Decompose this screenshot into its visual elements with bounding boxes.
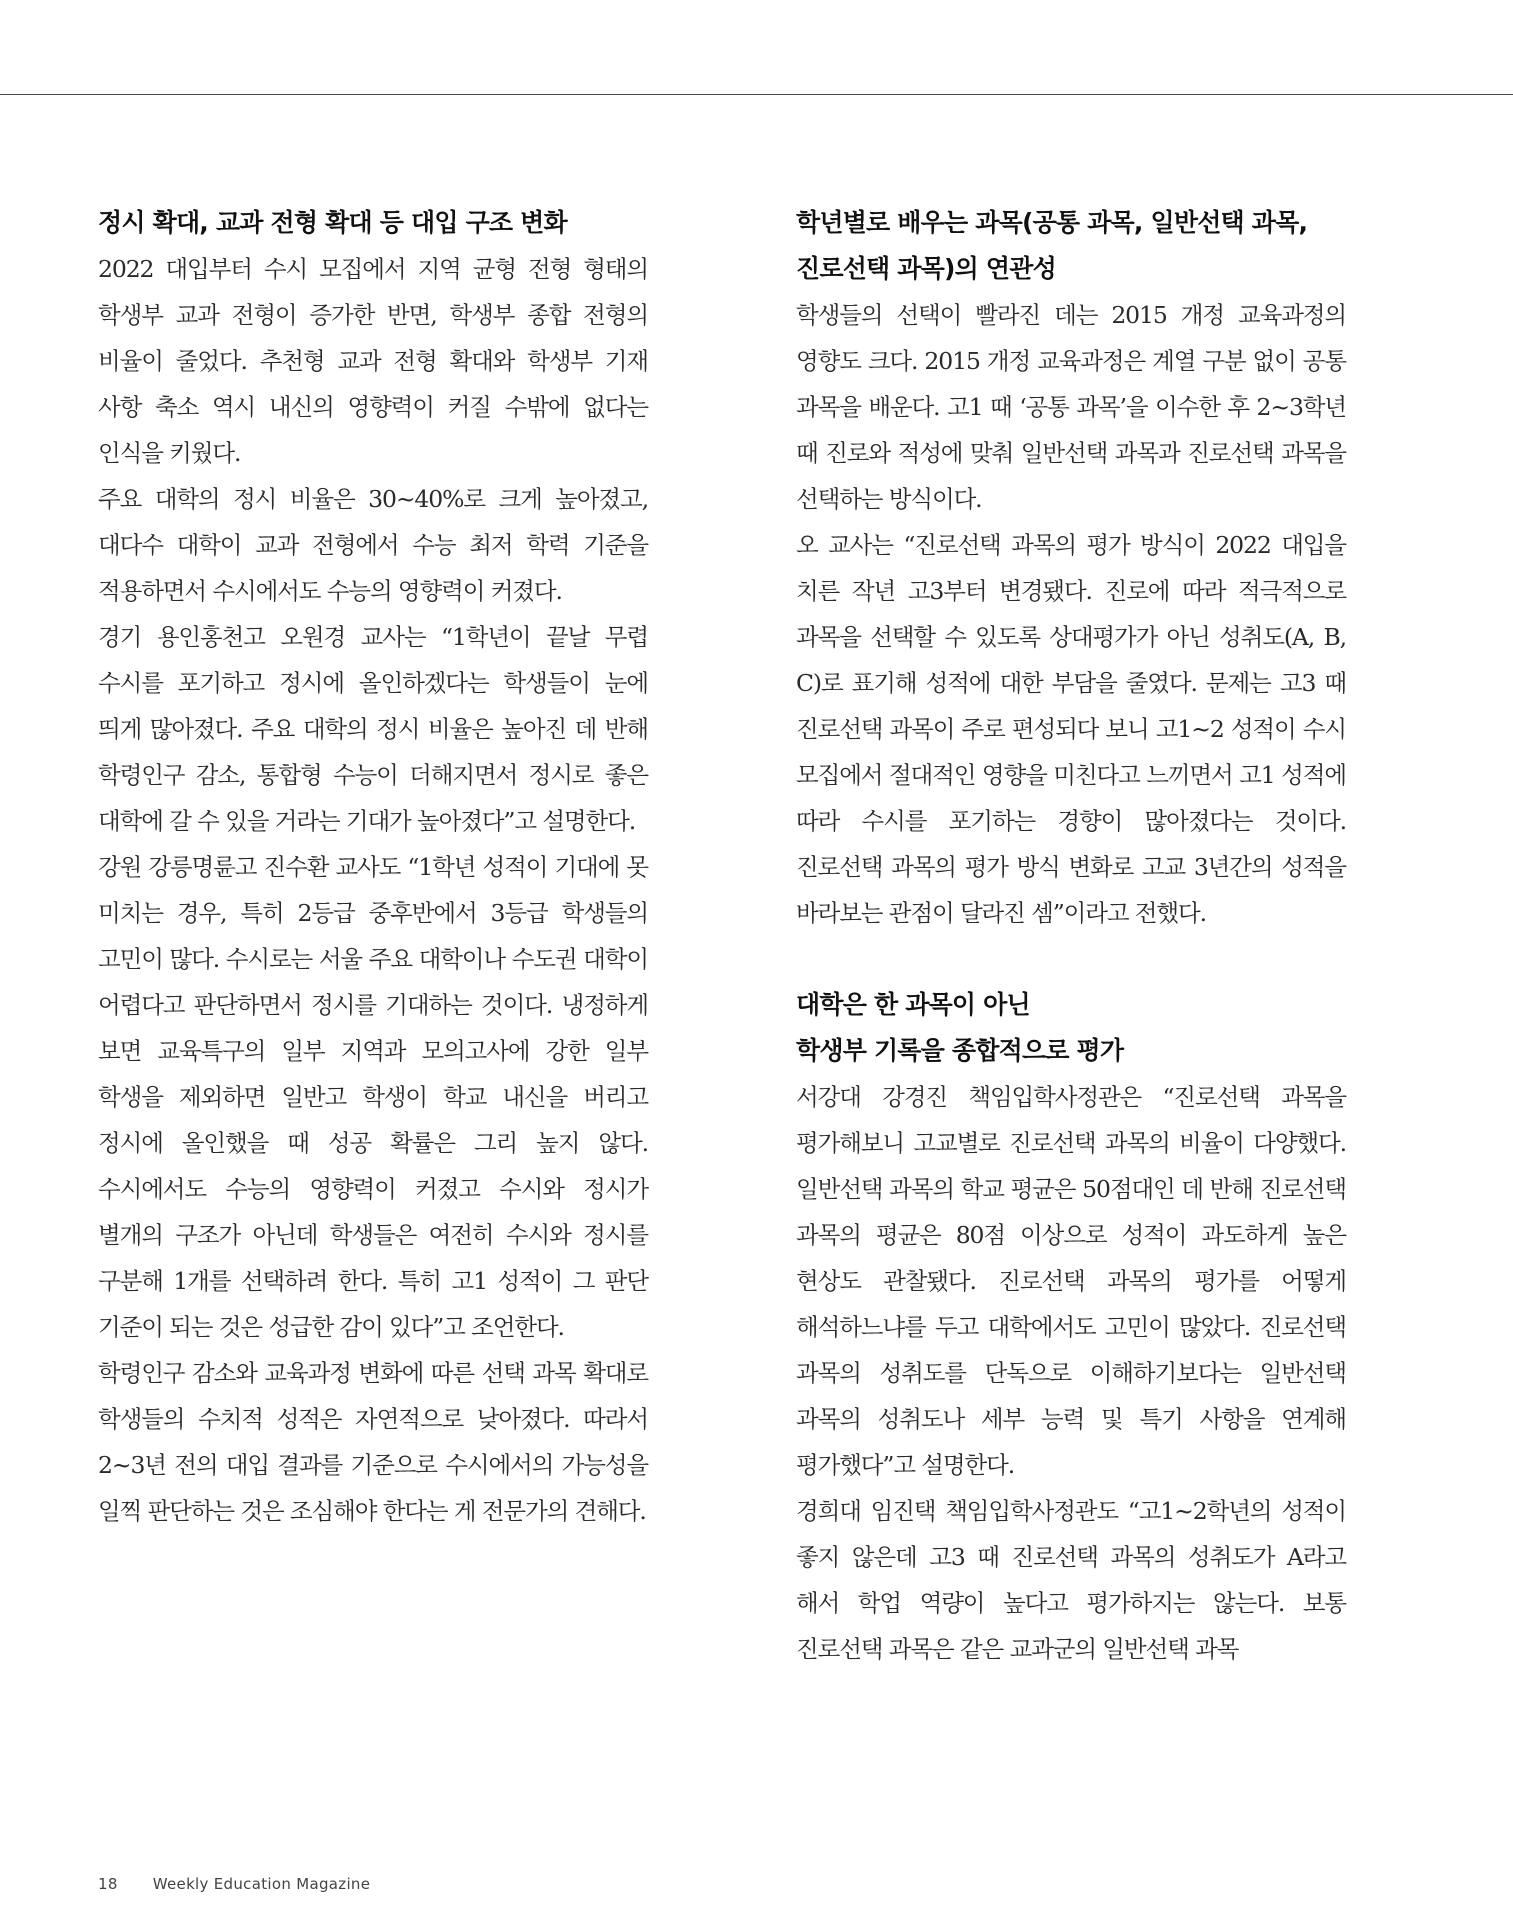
top-rule (0, 94, 1513, 95)
body-paragraph: 학생들의 선택이 빨라진 데는 2015 개정 교육과정의 영향도 크다. 2015 개정 교육과정은 계열 구분 없이 공통 과목을 배운다. 고1 때 ‘공통 과목’을 이수한 후 2~3학년 때 진로와 적성에 맞춰 일반선택 과목과 진로선택 과목을 선택하는 방식이다. (796, 301, 1346, 513)
section-heading-admission-structure: 정시 확대, 교과 전형 확대 등 대입 구조 변화 (98, 208, 567, 237)
body-paragraph: 경희대 임진택 책임입학사정관도 “고1~2학년의 성적이 좋지 않은데 고3 때 진로선택 과목의 성취도가 A라고 해서 학업 역량이 높다고 평가하지는 않는다. 보통 진로선택 과목은 같은 교과군의 일반선택 과목 (796, 1497, 1346, 1663)
heading-line: 진로선택 과목)의 연관성 (796, 254, 1056, 283)
body-paragraph: 오 교사는 “진로선택 과목의 평가 방식이 2022 대입을 치른 작년 고3부터 변경됐다. 진로에 따라 적극적으로 과목을 선택할 수 있도록 상대평가가 아닌 성취도(A, B, C)로 표기해 성적에 대한 부담을 줄였다. 문제는 고3 때 진로선택 과목이 주로 편성되다 보니 고1~2 성적이 수시 모집에서 절대적인 영향을 미친다고 느끼면서 고1 성적에 따라 수시를 포기하는 경향이 많아졌다는 것이다. 진로선택 과목의 평가 방식 변화로 고교 3년간의 성적을 바라보는 관점이 달라진 셈”이라고 전했다. (796, 531, 1346, 927)
body-paragraph: 경기 용인홍천고 오원경 교사는 “1학년이 끝날 무렵 수시를 포기하고 정시에 올인하겠다는 학생들이 눈에 띄게 많아졌다. 주요 대학의 정시 비율은 높아진 데 반해 학령인구 감소, 통합형 수능이 더해지면서 정시로 좋은 대학에 갈 수 있을 거라는 기대가 높아졌다”고 설명한다. (98, 623, 648, 835)
body-paragraph: 강원 강릉명륜고 진수환 교사도 “1학년 성적이 기대에 못 미치는 경우, 특히 2등급 중후반에서 3등급 학생들의 고민이 많다. 수시로는 서울 주요 대학이나 수도권 대학이 어렵다고 판단하면서 정시를 기대하는 것이다. 냉정하게 보면 교육특구의 일부 지역과 모의고사에 강한 일부 학생을 제외하면 일반고 학생이 학교 내신을 버리고 정시에 올인했을 때 성공 확률은 그리 높지 않다. 수시에서도 수능의 영향력이 커졌고 수시와 정시가 별개의 구조가 아닌데 학생들은 여전히 수시와 정시를 구분해 1개를 선택하려 한다. 특히 고1 성적이 그 판단 기준이 되는 것은 성급한 감이 있다”고 조언한다. (98, 853, 648, 1341)
left-column (98, 200, 648, 1534)
heading-line: 학년별로 배우는 과목(공통 과목, 일반선택 과목, (796, 208, 1308, 237)
page-number: 18 (98, 1875, 118, 1893)
page-footer (98, 1875, 370, 1893)
body-paragraph: 2022 대입부터 수시 모집에서 지역 균형 전형 형태의 학생부 교과 전형이 증가한 반면, 학생부 종합 전형의 비율이 줄었다. 추천형 교과 전형 확대와 학생부 기재 사항 축소 역시 내신의 영향력이 커질 수밖에 없다는 인식을 키웠다. (98, 255, 648, 467)
right-column (796, 200, 1346, 1672)
section-heading-subjects (796, 200, 1346, 292)
heading-line: 학생부 기록을 종합적으로 평가 (796, 1036, 1124, 1065)
body-paragraph: 학령인구 감소와 교육과정 변화에 따른 선택 과목 확대로 학생들의 수치적 성적은 자연적으로 낮아졌다. 따라서 2~3년 전의 대입 결과를 기준으로 수시에서의 가능성을 일찍 판단하는 것은 조심해야 한다는 게 전문가의 견해다. (98, 1359, 648, 1525)
heading-line: 대학은 한 과목이 아닌 (796, 990, 1030, 1019)
section-heading-university-evaluation (796, 982, 1346, 1074)
body-paragraph: 서강대 강경진 책임입학사정관은 “진로선택 과목을 평가해보니 고교별로 진로선택 과목의 비율이 다양했다. 일반선택 과목의 학교 평균은 50점대인 데 반해 진로선택 과목의 평균은 80점 이상으로 성적이 과도하게 높은 현상도 관찰됐다. 진로선택 과목의 평가를 어떻게 해석하느냐를 두고 대학에서도 고민이 많았다. 진로선택 과목의 성취도를 단독으로 이해하기보다는 일반선택 과목의 성취도나 세부 능력 및 특기 사항을 연계해 평가했다”고 설명한다. (796, 1083, 1346, 1479)
section-spacer (796, 936, 1346, 982)
body-paragraph: 주요 대학의 정시 비율은 30~40%로 크게 높아졌고, 대다수 대학이 교과 전형에서 수능 최저 학력 기준을 적용하면서 수시에서도 수능의 영향력이 커졌다. (98, 485, 648, 605)
magazine-name: Weekly Education Magazine (152, 1875, 371, 1893)
